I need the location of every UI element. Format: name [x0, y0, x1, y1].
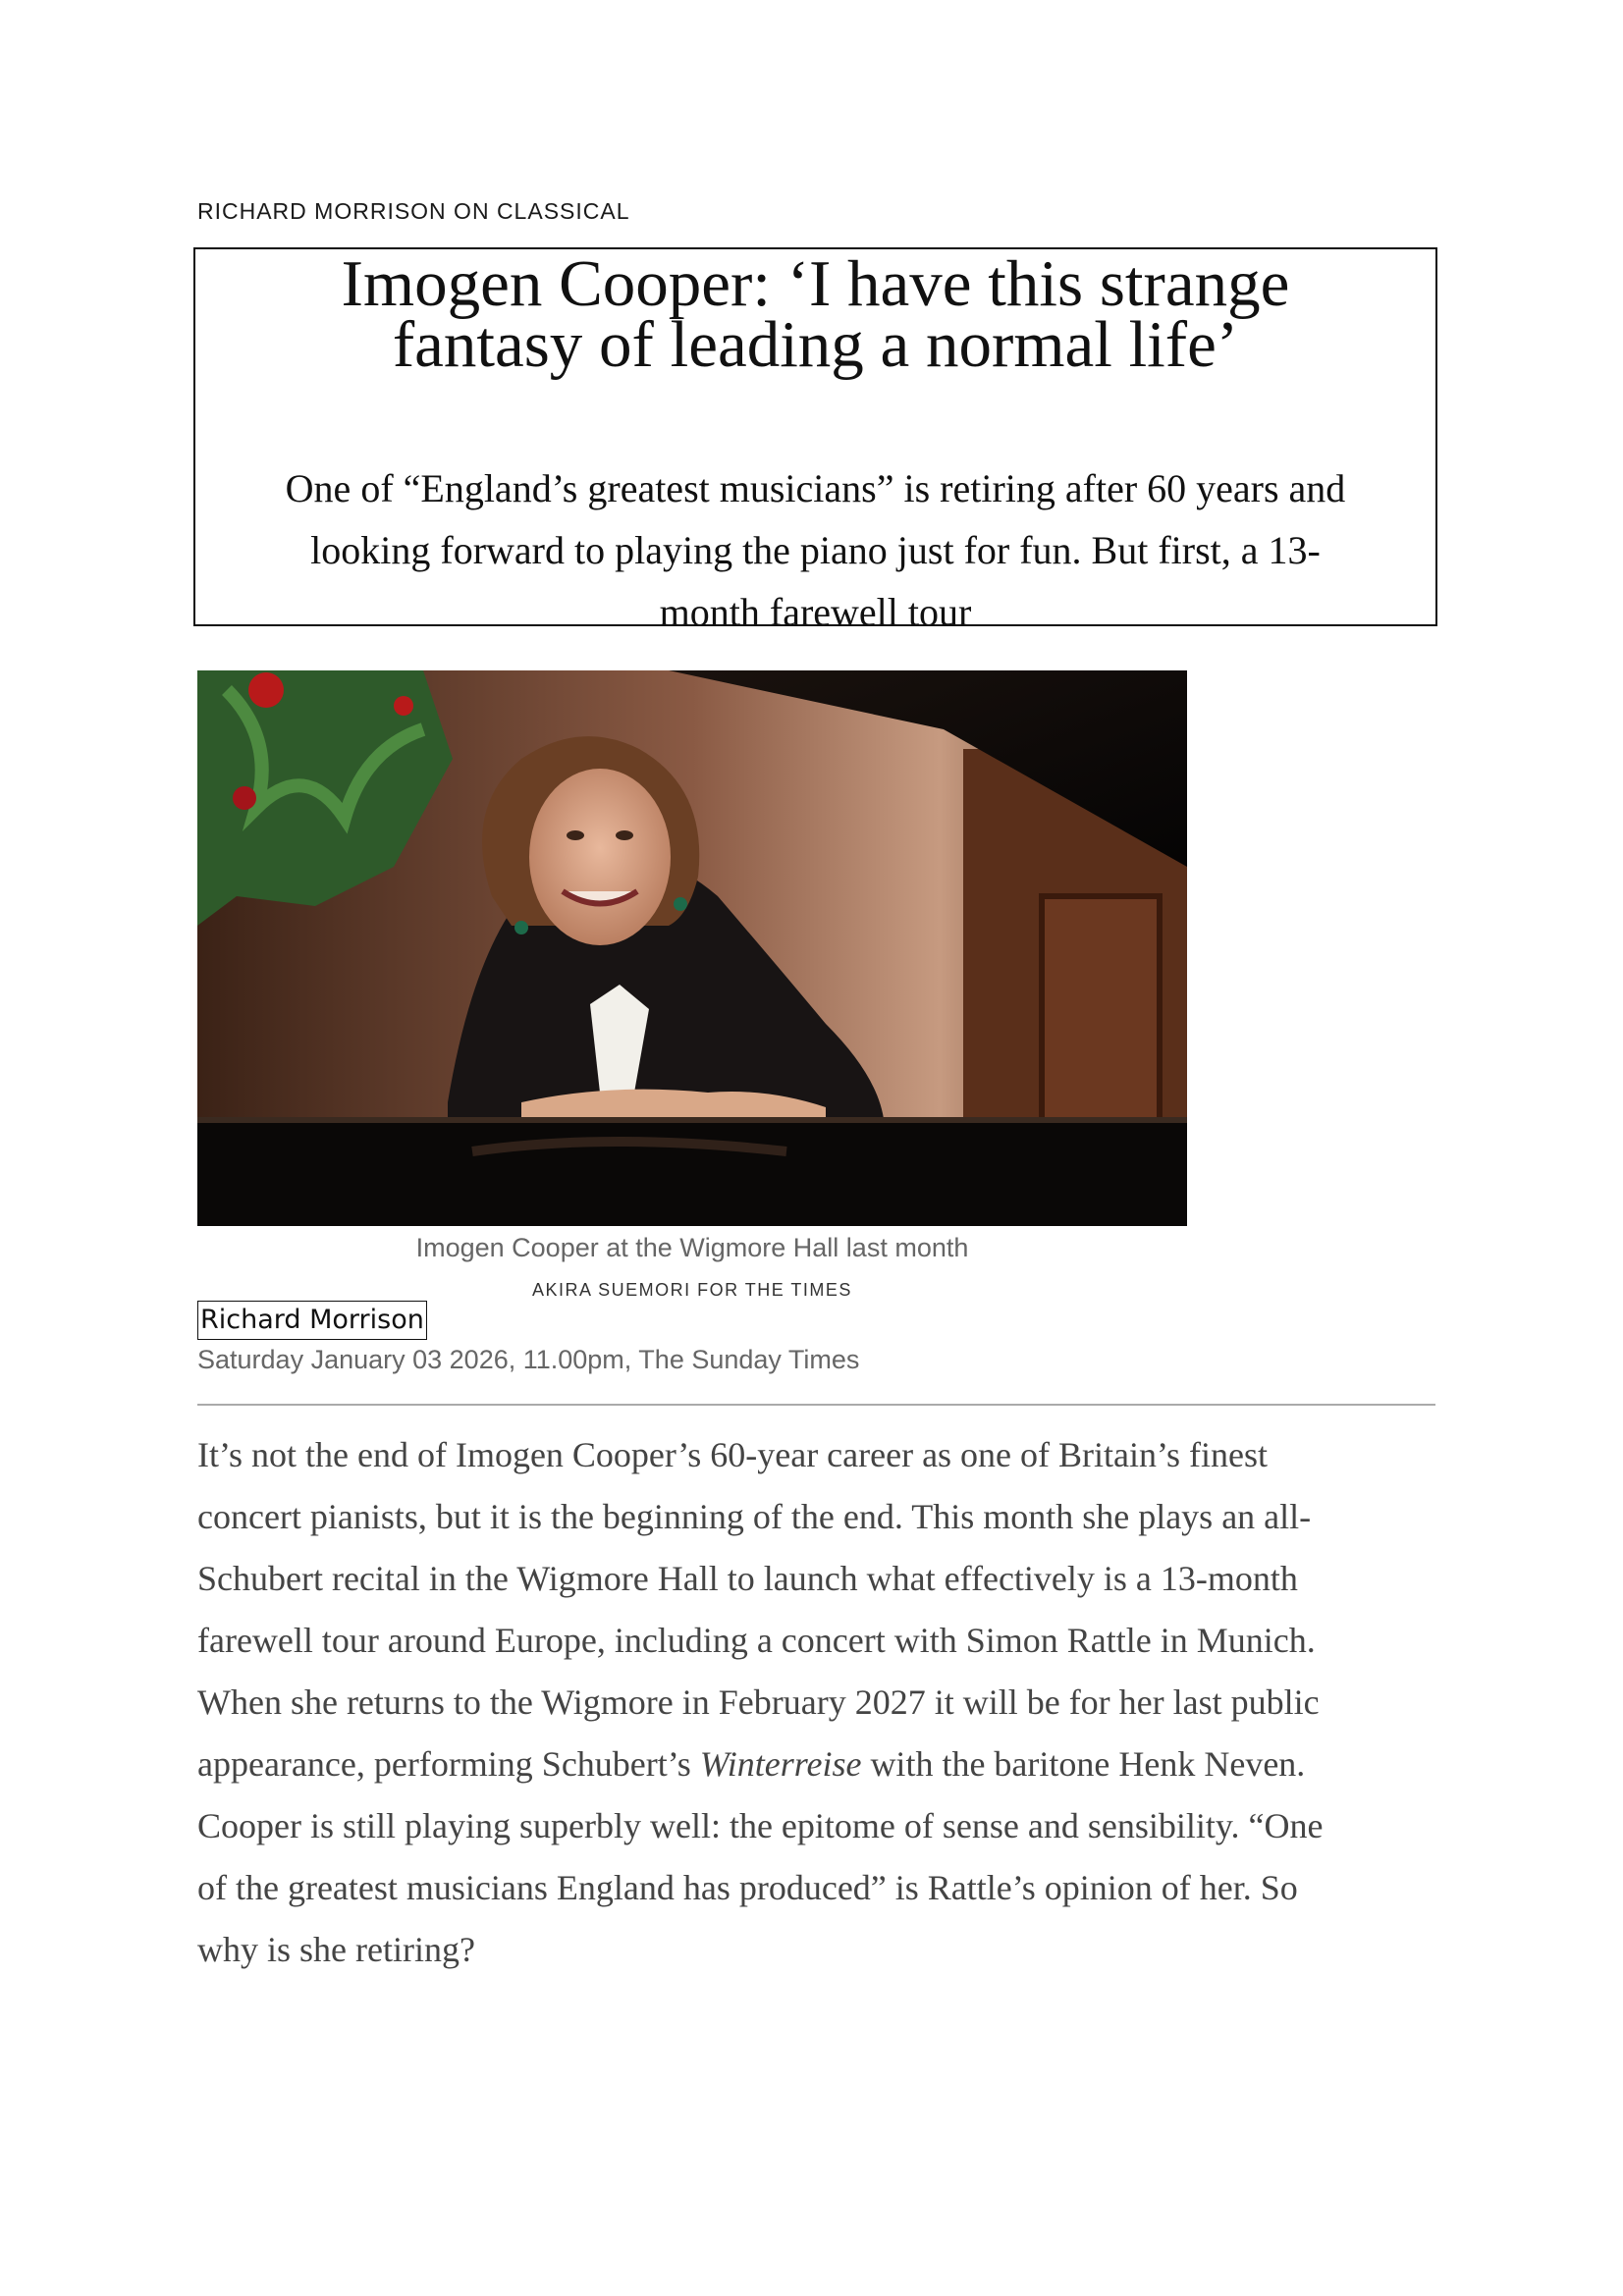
body-line: why is she retiring?	[197, 1930, 475, 1969]
author-link[interactable]: Richard Morrison	[197, 1301, 427, 1340]
body-line: It’s not the end of Imogen Cooper’s 60-year career as one of Britain’s finest	[197, 1435, 1269, 1474]
body-line: of the greatest musicians England has produced” is Rattle’s opinion of her. So	[197, 1868, 1298, 1907]
body-text-fragment: appearance, performing Schubert’s	[197, 1744, 700, 1784]
body-line: Cooper is still playing superbly well: the epitome of sense and sensibility. “One	[197, 1806, 1324, 1845]
headline-box	[193, 247, 1437, 634]
photo-caption: Imogen Cooper at the Wigmore Hall last month	[415, 1233, 969, 1262]
work-title: Winterreise	[699, 1744, 862, 1784]
headline-line: Imogen Cooper: ‘I have this strange	[341, 247, 1290, 320]
article-body	[197, 1424, 1449, 1981]
article-photo	[197, 670, 1187, 1226]
photo-illustration	[197, 670, 1187, 1226]
body-line: farewell tour around Europe, including a concert with Simon Rattle in Munich.	[197, 1621, 1316, 1660]
standfirst-line: month farewell tour	[659, 590, 972, 634]
standfirst	[195, 457, 1435, 643]
body-line: concert pianists, but it is the beginning of the end. This month she plays an all-	[197, 1497, 1312, 1536]
body-line: Schubert recital in the Wigmore Hall to launch what effectively is a 13-month	[197, 1559, 1298, 1598]
body-line	[197, 1734, 1449, 1795]
section-kicker[interactable]: RICHARD MORRISON ON CLASSICAL	[197, 198, 630, 224]
dateline: Saturday January 03 2026, 11.00pm, The Sunday Times	[197, 1345, 860, 1374]
body-text-fragment: with the baritone Henk Neven.	[861, 1744, 1306, 1784]
divider	[197, 1404, 1435, 1406]
standfirst-line: looking forward to playing the piano just for fun. But first, a 13-	[310, 528, 1321, 572]
headline-line: fantasy of leading a normal life’	[392, 308, 1239, 381]
body-line: When she returns to the Wigmore in February 2027 it will be for her last public	[197, 1682, 1320, 1722]
headline	[195, 249, 1435, 380]
standfirst-line: One of “England’s greatest musicians” is retiring after 60 years and	[285, 466, 1346, 510]
photo-credit: AKIRA SUEMORI FOR THE TIMES	[532, 1280, 852, 1300]
